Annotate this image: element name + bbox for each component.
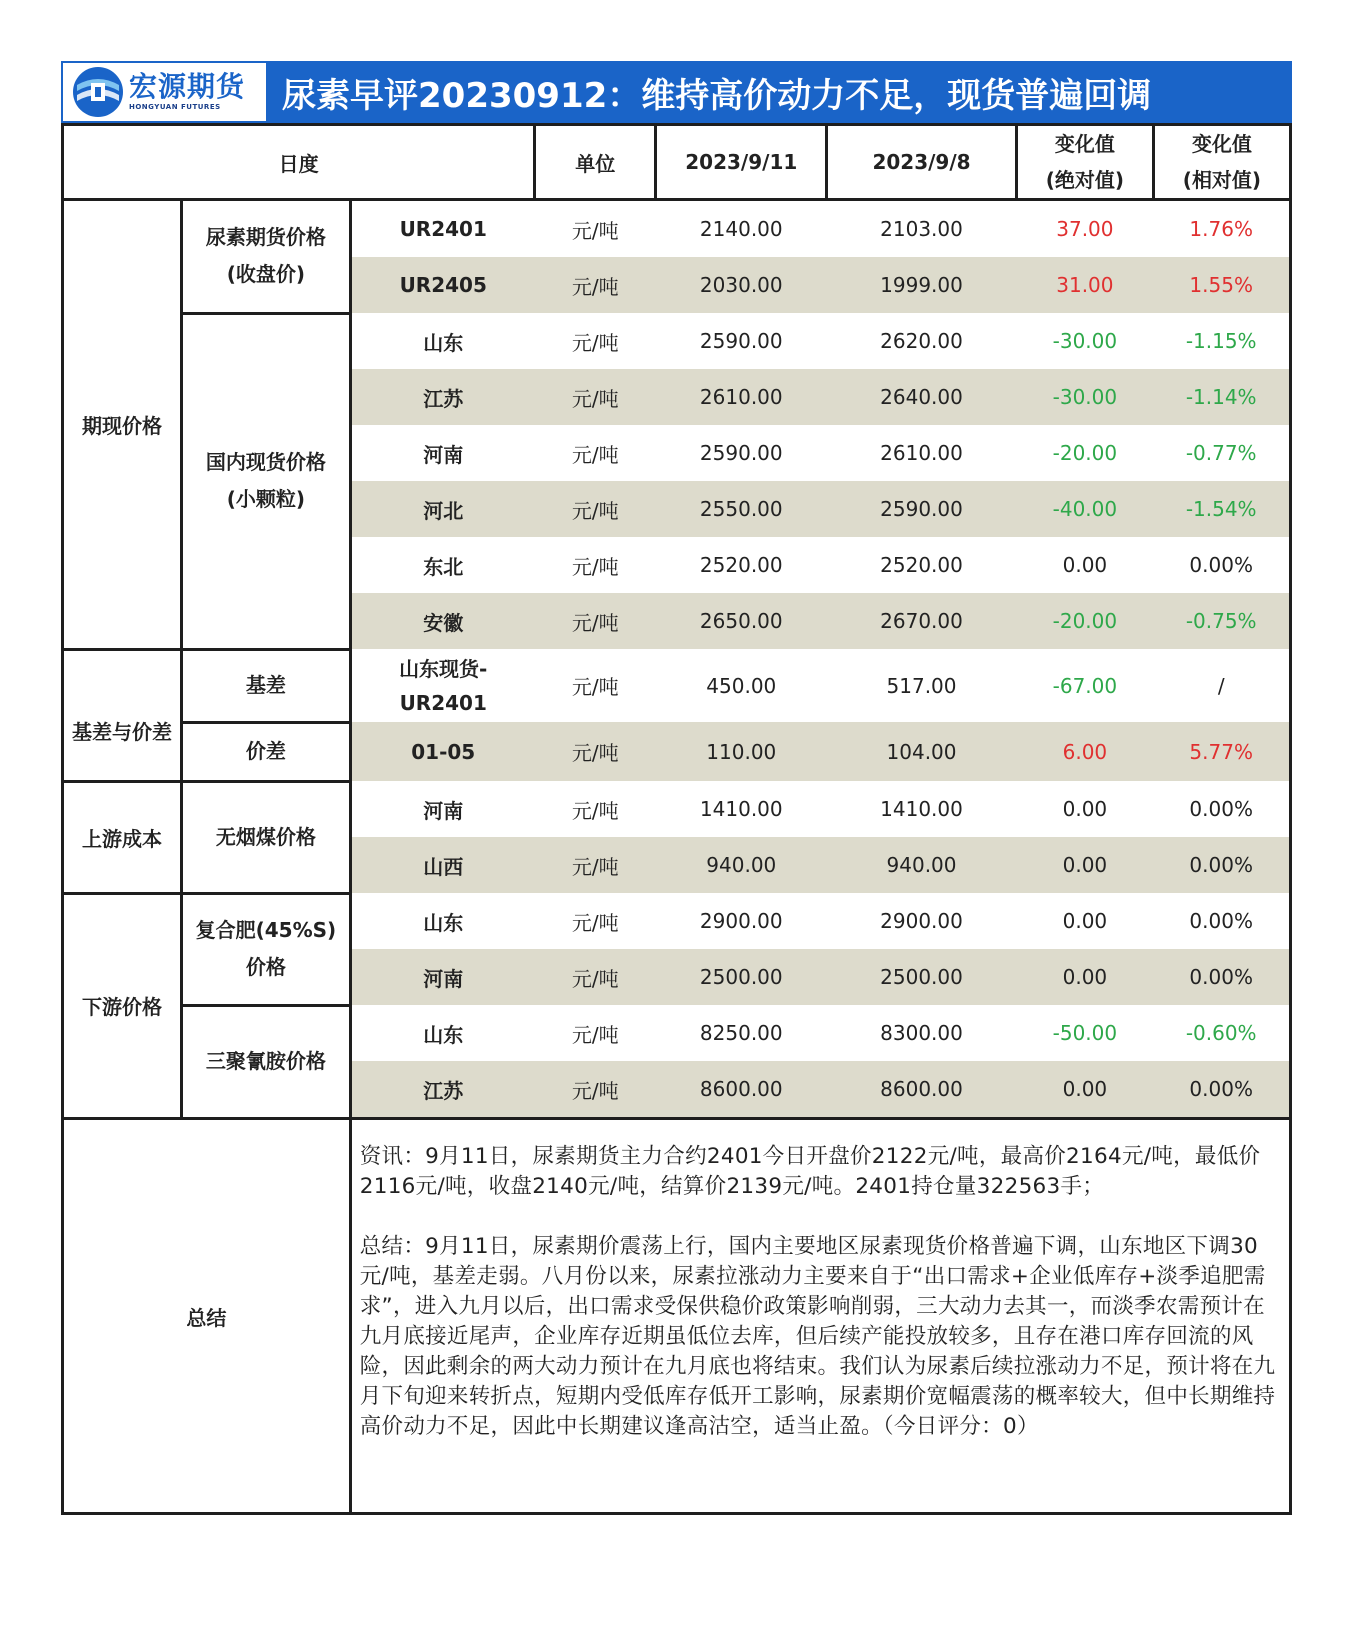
- report: [61, 61, 1292, 1515]
- row-item: 山东: [350, 313, 534, 369]
- row-value-date1: 2610.00: [656, 369, 827, 425]
- row-rel-change: 1.55%: [1153, 257, 1290, 313]
- row-abs-change: -50.00: [1052, 1021, 1118, 1045]
- header-date1: 2023/9/11: [656, 125, 827, 200]
- row-unit: 元/吨: [535, 1061, 656, 1119]
- row-value-date1: 2140.00: [699, 217, 783, 241]
- row-rel-change: /: [1153, 649, 1290, 722]
- row-rel-change: 1.76%: [1153, 200, 1290, 258]
- row-abs-change: 6.00: [1016, 722, 1153, 781]
- subgroup-futures-line1: 尿素期货价格: [205, 225, 326, 250]
- header-rel-change-line1: 变化值: [1191, 132, 1252, 156]
- row-value-date2: 2590.00: [827, 481, 1017, 537]
- row-rel-change: -0.77%: [1153, 425, 1290, 481]
- row-value-date1: 2520.00: [699, 553, 783, 577]
- row-rel-change: 0.00%: [1153, 537, 1290, 593]
- row-item: 01-05: [350, 722, 534, 781]
- row-value-date1: 110.00: [656, 722, 827, 781]
- row-value-date1: 2900.00: [699, 909, 783, 933]
- header-abs-change: [1016, 125, 1153, 200]
- subgroup-spot-line1: 国内现货价格: [205, 450, 326, 474]
- logo-english: HONGYUAN FUTURES: [129, 103, 221, 111]
- row-item: 河北: [350, 481, 534, 537]
- row-item-line1: 山东现货-: [399, 656, 488, 681]
- logo-chinese: 宏源期货: [129, 70, 246, 103]
- header-abs-change-line1: 变化值: [1054, 132, 1115, 156]
- row-item: 河南: [350, 781, 534, 837]
- row-item: 东北: [350, 537, 534, 593]
- table-row: [63, 649, 1291, 722]
- row-item: 江苏: [350, 1061, 534, 1119]
- row-abs-change: 37.00: [1056, 217, 1114, 241]
- row-unit: 元/吨: [535, 369, 656, 425]
- summary-news: 资讯：9月11日，尿素期货主力合约2401今日开盘价2122元/吨，最高价2164元/吨，最低价2116元/吨，收盘2140元/吨，结算价2139元/吨。2401持仓量322563手；: [359, 1144, 1261, 1199]
- row-rel-change: 5.77%: [1153, 722, 1290, 781]
- report-title: 尿素早评20230912：维持高价动力不足，现货普遍回调: [282, 75, 1152, 116]
- group-shangyou: 上游成本: [63, 781, 182, 893]
- row-unit: 元/吨: [571, 1022, 619, 1047]
- row-item: 安徽: [350, 593, 534, 649]
- row-rel-change: -0.60%: [1153, 1005, 1290, 1061]
- row-item: UR2401: [350, 200, 534, 258]
- row-unit: 元/吨: [571, 554, 619, 579]
- subgroup-basis: 基差: [182, 649, 351, 722]
- row-item-line2: UR2401: [399, 690, 487, 715]
- row-abs-change: -30.00: [1016, 369, 1153, 425]
- row-value-date2: 517.00: [886, 673, 957, 698]
- row-value-date1: 2550.00: [656, 481, 827, 537]
- row-unit: 元/吨: [535, 949, 656, 1005]
- row-abs-change: 0.00: [1062, 909, 1108, 933]
- row-value-date1: 2590.00: [699, 329, 783, 353]
- row-abs-change: 0.00: [1062, 553, 1108, 577]
- row-abs-change: 0.00: [1016, 949, 1153, 1005]
- summary-row: [63, 1119, 1291, 1514]
- row-abs-change: 0.00: [1016, 837, 1153, 893]
- group-jicha: 基差与价差: [63, 649, 182, 781]
- row-value-date1: 2650.00: [656, 593, 827, 649]
- table-header-row: [63, 125, 1291, 200]
- price-table: [61, 123, 1292, 1515]
- row-item: 江苏: [350, 369, 534, 425]
- row-rel-change: -1.14%: [1153, 369, 1290, 425]
- subgroup-futures: [182, 200, 351, 314]
- summary-label: 总结: [63, 1119, 351, 1514]
- row-value-date2: 1999.00: [827, 257, 1017, 313]
- logo-mark-icon: [71, 65, 125, 119]
- row-abs-change: -30.00: [1052, 329, 1118, 353]
- row-value-date2: 2620.00: [880, 329, 963, 353]
- row-value-date1: 2590.00: [699, 441, 783, 465]
- row-unit: 元/吨: [571, 330, 619, 355]
- row-value-date2: 2520.00: [880, 553, 963, 577]
- row-rel-change: -1.15%: [1153, 313, 1290, 369]
- subgroup-compound: [182, 893, 351, 1005]
- table-row: [63, 1005, 1291, 1061]
- row-abs-change: -40.00: [1016, 481, 1153, 537]
- row-value-date1: 2500.00: [656, 949, 827, 1005]
- row-unit: 元/吨: [535, 722, 656, 781]
- group-qixian: 期现价格: [63, 200, 182, 650]
- row-unit: 元/吨: [571, 798, 619, 823]
- row-value-date2: 8600.00: [827, 1061, 1017, 1119]
- row-item: 河南: [350, 949, 534, 1005]
- summary-body: [350, 1119, 1290, 1514]
- row-value-date2: 2640.00: [827, 369, 1017, 425]
- summary-conclusion: 总结：9月11日，尿素期价震荡上行，国内主要地区尿素现货价格普遍下调，山东地区下调30元/吨，基差走弱。八月份以来，尿素拉涨动力主要来自于“出口需求+企业低库存+淡季追肥需求”，进入九月以后，出口需求受保供稳价政策影响削弱，三大动力去其一，而淡季农需预计在九月底接近尾声，企业库存近期虽低位去库，但后续产能投放较多，且存在港口库存回流的风险，因此剩余的两大动力预计在九月底也将结束。我们认为尿素后续拉涨动力不足，预计将在九月下旬迎来转折点，短期内受低库存低开工影响，尿素期价宽幅震荡的概率较大，但中长期维持高价动力不足，因此中长期建议逢高沽空，适当止盈。（今日评分：0）: [359, 1234, 1276, 1439]
- row-rel-change: -0.75%: [1153, 593, 1290, 649]
- row-value-date2: 8300.00: [880, 1021, 963, 1045]
- table-row: [63, 781, 1291, 837]
- row-rel-change: 0.00%: [1153, 1061, 1290, 1119]
- subgroup-melamine: 三聚氰胺价格: [182, 1005, 351, 1119]
- row-unit: 元/吨: [571, 442, 619, 467]
- row-value-date2: 2670.00: [827, 593, 1017, 649]
- subgroup-futures-line2: (收盘价): [226, 262, 306, 287]
- row-item: UR2405: [350, 257, 534, 313]
- row-value-date1: 940.00: [656, 837, 827, 893]
- row-value-date2: 104.00: [827, 722, 1017, 781]
- header-dimension: 日度: [63, 125, 535, 200]
- row-item: 山东: [350, 1005, 534, 1061]
- header-rel-change: [1153, 125, 1290, 200]
- row-unit: 元/吨: [535, 837, 656, 893]
- row-value-date2: 2103.00: [880, 217, 963, 241]
- row-value-date2: 2900.00: [880, 909, 963, 933]
- table-row: [63, 722, 1291, 781]
- row-value-date2: 2610.00: [880, 441, 963, 465]
- header-date2: 2023/9/8: [827, 125, 1017, 200]
- row-abs-change: -20.00: [1016, 593, 1153, 649]
- row-rel-change: 0.00%: [1153, 949, 1290, 1005]
- row-unit: 元/吨: [535, 257, 656, 313]
- row-abs-change: 0.00: [1062, 797, 1108, 821]
- row-rel-change: 0.00%: [1153, 837, 1290, 893]
- subgroup-coal: 无烟煤价格: [182, 781, 351, 893]
- row-unit: 元/吨: [571, 910, 619, 935]
- header-abs-change-line2: (绝对值): [1045, 168, 1125, 192]
- subgroup-spread: 价差: [182, 722, 351, 781]
- row-value-date1: 8250.00: [699, 1021, 783, 1045]
- subgroup-compound-line1: 复合肥(45%S): [195, 918, 337, 942]
- table-row: [63, 200, 1291, 258]
- row-value-date1: 2030.00: [656, 257, 827, 313]
- company-logo: [61, 61, 268, 123]
- row-value-date1: 8600.00: [656, 1061, 827, 1119]
- row-value-date2: 1410.00: [880, 797, 963, 821]
- row-abs-change: -67.00: [1052, 673, 1118, 698]
- row-abs-change: 0.00: [1016, 1061, 1153, 1119]
- row-unit: 元/吨: [535, 481, 656, 537]
- row-item: 河南: [350, 425, 534, 481]
- header-unit: 单位: [535, 125, 656, 200]
- row-value-date1: 450.00: [706, 673, 777, 698]
- subgroup-spot-line2: (小颗粒): [226, 487, 306, 511]
- row-abs-change: 31.00: [1016, 257, 1153, 313]
- subgroup-compound-line2: 价格: [245, 955, 286, 979]
- subgroup-spot: [182, 313, 351, 649]
- row-unit: 元/吨: [535, 593, 656, 649]
- row-value-date1: 1410.00: [699, 797, 783, 821]
- row-rel-change: -1.54%: [1153, 481, 1290, 537]
- row-value-date2: 940.00: [827, 837, 1017, 893]
- row-item: 山东: [350, 893, 534, 949]
- group-xiayou: 下游价格: [63, 893, 182, 1119]
- row-unit: 元/吨: [571, 218, 619, 243]
- row-item: 山西: [350, 837, 534, 893]
- table-row: [63, 313, 1291, 369]
- row-unit: 元/吨: [571, 675, 619, 699]
- row-item-basis: [350, 649, 534, 722]
- report-header: [61, 61, 1292, 123]
- header-rel-change-line2: (相对值): [1182, 168, 1262, 192]
- row-value-date2: 2500.00: [827, 949, 1017, 1005]
- table-row: [63, 893, 1291, 949]
- row-rel-change: 0.00%: [1153, 781, 1290, 837]
- row-abs-change: -20.00: [1052, 441, 1118, 465]
- row-rel-change: 0.00%: [1153, 893, 1290, 949]
